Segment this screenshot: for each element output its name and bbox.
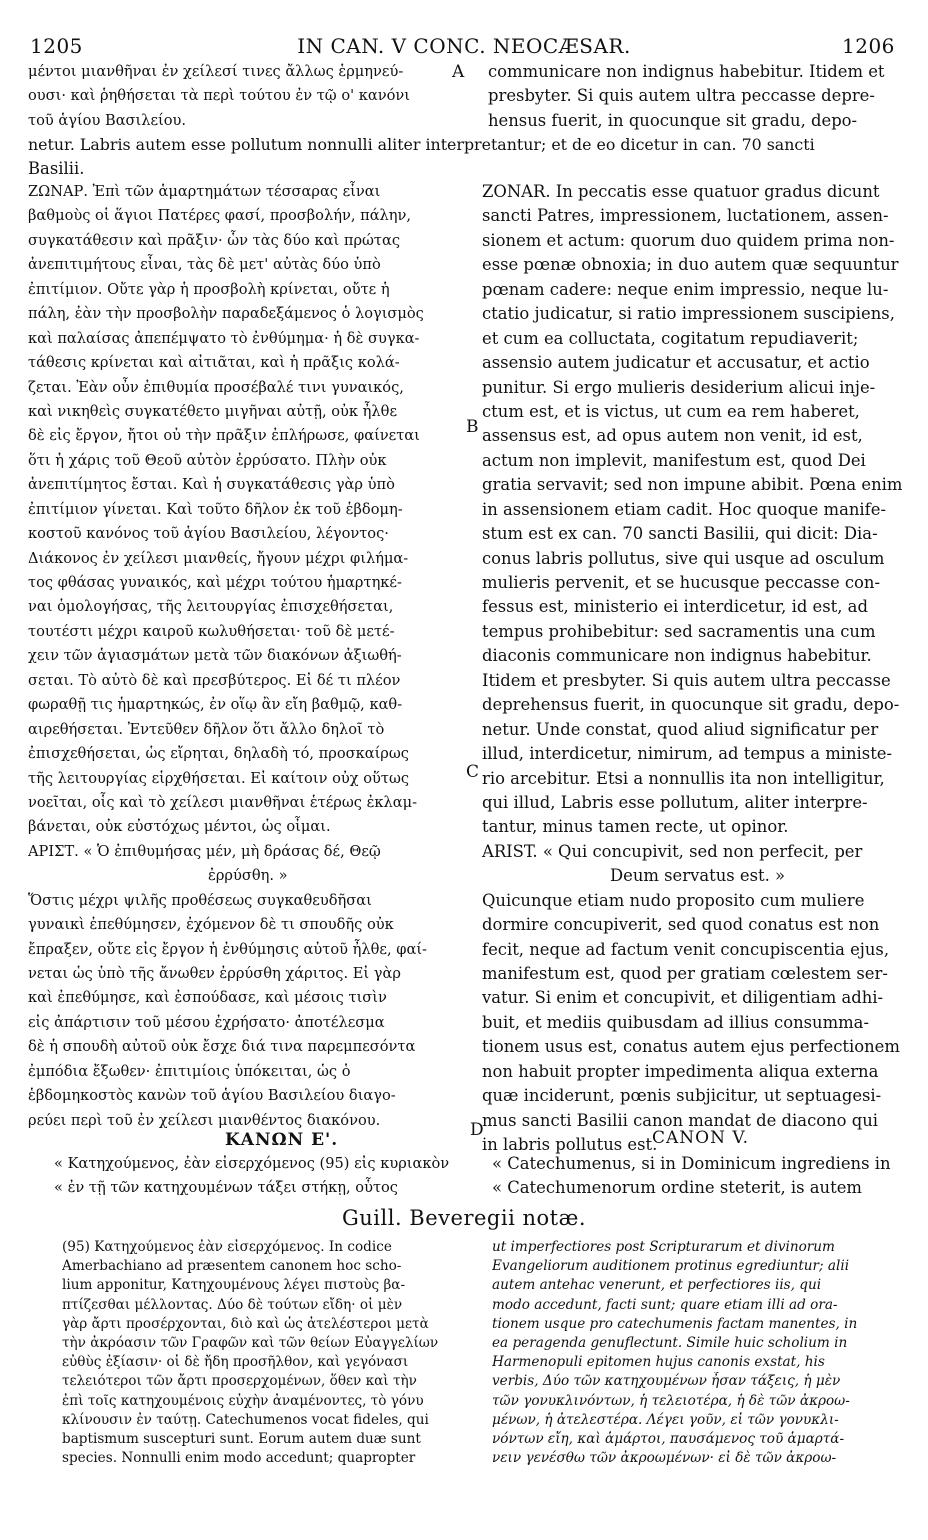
text-line: καὶ παλαίσας ἀπεπέμψατο τὸ ἐνθύμημα· ἡ δὲ συγκα- bbox=[28, 329, 420, 347]
text-line: gratia servavit; sed non impune abibit. Pœna enim bbox=[482, 475, 903, 495]
text-line: manifestum est, quod per gratiam cœlestem ser- bbox=[482, 964, 888, 983]
notes-title: Guill. Beveregii notæ. bbox=[342, 1206, 586, 1230]
text-line: ζεται. Ἐὰν οὖν ἐπιθυμία προσέβαλέ τινι γυναικός, bbox=[28, 378, 404, 396]
text-line: πάλη, ἐὰν τὴν προσβολὴν παραδεξάμενος ὁ λογισμὸς bbox=[28, 305, 424, 323]
text-line: quæ inciderunt, pœnis subjicitur, ut septuagesi- bbox=[482, 1086, 882, 1106]
text-line: τουτέστι μέχρι καιροῦ κωλυθήσεται· τοῦ δὲ μετέ- bbox=[28, 622, 395, 640]
text-line: « Catechumenorum ordine steterit, is autem bbox=[492, 1178, 862, 1198]
text-line: « Κατηχούμενος, ἐὰν εἰσερχόμενος (95) εἰς κυριακὸν bbox=[54, 1155, 450, 1172]
text-line: communicare non indignus habebitur. Itidem et bbox=[488, 62, 885, 81]
text-line: μέντοι μιανθῆναι ἐν χείλεσί τινες ἄλλως ἑρμηνεύ- bbox=[28, 63, 404, 80]
notes-left-column bbox=[62, 1238, 474, 1468]
text-line: dormire concupiverit, sed quod conatus est non bbox=[482, 915, 880, 935]
text-line: τοῦ ἁγίου Βασιλείου. bbox=[28, 111, 187, 129]
text-line: verbis, Δύο τῶν κατηχουμένων ἦσαν τάξεις, ἡ μὲν bbox=[492, 1373, 841, 1390]
running-title: IN CAN. V CONC. NEOCÆSAR. bbox=[297, 34, 631, 58]
text-line: ἑβδομηκοστὸς κανὼν τοῦ ἁγίου Βασιλείου διαγο- bbox=[28, 1087, 396, 1105]
text-line: diaconis communicare non indignus habebitur. bbox=[482, 646, 872, 666]
text-line: Itidem et presbyter. Si quis autem ultra peccasse bbox=[482, 670, 891, 690]
text-line: δὲ ἡ σπουδὴ αὐτοῦ οὐκ ἔσχε διά τινα παρεμπεσόντα bbox=[28, 1038, 416, 1056]
text-line: ουσι· καὶ ῥηθήσεται τὰ περὶ τούτου ἐν τῷ ο' κανόνι bbox=[28, 87, 411, 105]
text-line: σεται. Τὸ αὐτὸ δὲ καὶ πρεσβύτερος. Εἰ δέ τι πλέον bbox=[28, 671, 401, 689]
text-line: ἔπραξεν, οὔτε εἰς ἔργον ἡ ἐνθύμησις αὐτοῦ ἦλθε, φαί- bbox=[28, 940, 427, 958]
text-line: deprehensus fuerit, in quocunque sit gradu, depo- bbox=[482, 695, 900, 715]
text-line: autem antehac venerunt, et perfectiores iis, qui bbox=[492, 1277, 822, 1294]
text-line: tempus prohibebitur: sed sacramentis una cum bbox=[482, 621, 876, 641]
text-line: χειν τῶν ἁγιασμάτων μετὰ τῶν διακόνων ἀξιωθή- bbox=[28, 647, 402, 665]
top-greek-block bbox=[28, 60, 466, 133]
text-line: αιρεθήσεται. Ἐντεῦθεν δῆλον ὅτι ἄλλο δηλοῖ τὸ bbox=[28, 720, 385, 738]
text-line: in assensionem etiam cadit. Hoc quoque manife- bbox=[482, 499, 886, 519]
text-line: Harmenopuli epitomen hujus canonis exstat, his bbox=[492, 1354, 825, 1371]
text-line: ρεύει περὶ τοῦ ἐν χείλεσι μιανθέντος διακόνου. bbox=[28, 1111, 381, 1129]
text-line: ἐπιτίμιον γίνεται. Καὶ τοῦτο δῆλον ἐκ τοῦ ἑβδομη- bbox=[28, 500, 403, 518]
text-line: κοστοῦ κανόνος τοῦ ἁγίου Βασιλείου, λέγοντος· bbox=[28, 525, 389, 543]
text-line: ea peragenda genuflectunt. Simile huic scholium in bbox=[492, 1334, 848, 1351]
canon-heading-greek: ΚΑΝΩΝ Ε'. bbox=[225, 1130, 339, 1150]
text-line: buit, et mediis quibusdam ad illius consumma- bbox=[482, 1012, 869, 1032]
text-line: πτίζεσθαι μέλλοντας. Δύο δὲ τούτων εἴδη· οἱ μὲν bbox=[62, 1296, 403, 1313]
text-line: νειν γενέσθω τῶν ἀκροωμένων· εἰ δὲ τῶν ἀκροω- bbox=[492, 1450, 837, 1467]
text-line: stum est ex can. 70 sancti Basilii, qui dicit: Dia- bbox=[482, 524, 878, 544]
notes-right-column bbox=[492, 1238, 906, 1468]
text-line: in labris pollutus est. bbox=[482, 1135, 658, 1155]
text-line: νεται ὡς ὑπὸ τῆς ἄνωθεν ἐρρύσθη χάριτος. Εἰ γὰρ bbox=[28, 965, 401, 982]
text-line: κλίνουσιν ἐν ταύτῃ. Catechumenos vocat fideles, qui bbox=[62, 1411, 429, 1428]
text-line: « ἐν τῇ τῶν κατηχουμένων τάξει στήκῃ, οὗτος bbox=[54, 1179, 398, 1197]
text-line: Amerbachiano ad præsentem canonem hoc scho- bbox=[62, 1258, 402, 1275]
text-line: εἰς ἀπάρτισιν τοῦ μέσου ἐχρήσατο· ἀποτέλεσμα bbox=[28, 1013, 385, 1031]
text-line: ctum est, et is victus, ut cum ea rem haberet, bbox=[482, 401, 860, 421]
text-line: τελειότεροι τῶν ἄρτι προσερχομένων, ὅθεν καὶ τὴν bbox=[62, 1373, 417, 1390]
margin-marker-d: D bbox=[470, 1120, 484, 1140]
text-line: assensus est, ad opus autem non venit, id est, bbox=[482, 426, 863, 446]
text-line: illud, interdicetur, nimirum, ad tempus a ministe- bbox=[482, 744, 893, 764]
text-line: vatur. Si enim et concupivit, et diligentiam adhi- bbox=[482, 988, 884, 1008]
text-line: sancti Patres, impressionem, luctationem, assen- bbox=[482, 206, 889, 226]
text-line: φωραθῇ τις ἡμαρτηκώς, ἐν οἵῳ ἂν εἴη βαθμῷ, καθ- bbox=[28, 696, 403, 714]
text-line: assensio autem judicatur et accusatur, et actio bbox=[482, 353, 870, 373]
page-number-left: 1205 bbox=[30, 34, 83, 58]
text-line: et cum ea colluctata, cogitatum repudiaverit; bbox=[482, 328, 859, 348]
text-line: Ὅστις μέχρι ψιλῆς προθέσεως συγκαθευδῆσαι bbox=[28, 891, 372, 909]
text-line: τῶν γονυκλινόντων, ἡ τελειοτέρα, ἡ δὲ τῶν ἀκροω- bbox=[492, 1392, 850, 1409]
text-line: netur. Unde constat, quod aliud significatur per bbox=[482, 719, 879, 739]
text-line: Evangeliorum auditionem protinus egrediuntur; alii bbox=[492, 1258, 850, 1275]
text-line: fecit, neque ad factum venit concupiscentia ejus, bbox=[482, 939, 890, 959]
text-line: ut imperfectiores post Scripturarum et divinorum bbox=[492, 1239, 835, 1255]
text-line: tionem usus est, conatus autem ejus perfectionem bbox=[482, 1037, 900, 1057]
margin-marker-a: A bbox=[452, 62, 465, 82]
text-line: punitur. Si ergo mulieris desiderium alicui inje- bbox=[482, 377, 876, 397]
text-line: νόντων εἴη, καὶ ἁμάρτοι, παυσάμενος τοῦ ἁμαρτά- bbox=[492, 1430, 845, 1447]
text-line: mus sancti Basilii canon mandat de diacono qui bbox=[482, 1110, 879, 1130]
text-line: sionem et actum: quorum duo quidem prima non- bbox=[482, 230, 895, 250]
text-line: tionem usque pro catechumenis factam manentes, in bbox=[492, 1315, 858, 1332]
text-line: τάθεσις κρίνεται καὶ αἰτιᾶται, καὶ ἡ πρᾶξις κολά- bbox=[28, 354, 400, 372]
text-line: βάνεται, οὐκ εὐστόχως μέντοι, ὡς οἶμαι. bbox=[28, 818, 331, 836]
text-line: qui illud, Labris esse pollutum, aliter interpre- bbox=[482, 792, 868, 812]
text-line: netur. Labris autem esse pollutum nonnulli aliter interpretantur; et de eo dicetur in can. 70 sancti bbox=[28, 135, 815, 154]
text-line: lium apponitur, Κατηχουμένους λέγει πιστοὺς βα- bbox=[62, 1277, 406, 1294]
text-line: δὲ εἰς ἔργον, ἤτοι οὐ τὴν πρᾶξιν ἐπλήρωσε, φαίνεται bbox=[28, 427, 420, 445]
text-line: γυναικὶ ἐπεθύμησεν, ἐχόμενον δὲ τι σπουδῆς οὐκ bbox=[28, 916, 394, 934]
text-line: καὶ ἐπεθύμησε, καὶ ἐσπούδασε, καὶ μέσοις τισὶν bbox=[28, 989, 387, 1007]
text-line: actum non implevit, manifestum est, quod Dei bbox=[482, 450, 866, 470]
text-line: mulieris pervenit, et se hucusque peccasse con- bbox=[482, 573, 881, 592]
canon-greek-text bbox=[54, 1152, 468, 1201]
text-line: ἐπὶ τοῖς κατηχουμένοις εὐχὴν ἀναμένοντες, τὸ γόνυ bbox=[62, 1392, 424, 1409]
canon-latin-text bbox=[492, 1152, 906, 1201]
text-line: non habuit propter impedimenta aliqua externa bbox=[482, 1061, 879, 1081]
text-line: ἐρρύσθη. » bbox=[208, 867, 288, 885]
text-line: ctatio judicatur, si ratio impressionem suscipiens, bbox=[482, 304, 895, 324]
text-line: rio arcebitur. Etsi a nonnullis ita non intelligitur, bbox=[482, 768, 885, 788]
page-number-right: 1206 bbox=[842, 34, 895, 58]
top-full-width-block bbox=[28, 133, 908, 182]
text-line: ZONAR. In peccatis esse quatuor gradus dicunt bbox=[482, 182, 880, 201]
text-line: tantur, minus tamen recte, ut opinor. bbox=[482, 817, 789, 837]
margin-marker-b: B bbox=[466, 417, 479, 437]
top-latin-block bbox=[488, 60, 906, 133]
text-line: pœnam cadere: neque enim impressio, neque lu- bbox=[482, 279, 889, 299]
text-line: conus labris pollutus, sive qui usque ad osculum bbox=[482, 548, 885, 568]
text-line: (95) Κατηχούμενος ἐὰν εἰσερχόμενος. In codice bbox=[62, 1239, 392, 1255]
text-line: Deum servatus est. » bbox=[610, 866, 786, 886]
text-line: Διάκονος ἐν χείλεσι μιανθείς, ἤγουν μέχρι φιλήμα- bbox=[28, 549, 409, 567]
text-line: καὶ νικηθεὶς συγκατέθετο μιγῆναι αὐτῇ, οὐκ ἦλθε bbox=[28, 402, 398, 420]
greek-column bbox=[28, 180, 464, 1133]
text-line: Basilii. bbox=[28, 159, 85, 179]
margin-marker-c: C bbox=[466, 762, 480, 782]
text-line: presbyter. Si quis autem ultra peccasse depre- bbox=[488, 86, 875, 106]
text-line: ὅτι ἡ χάρις τοῦ Θεοῦ αὐτὸν ἐρρύσατο. Πλὴν οὐκ bbox=[28, 451, 387, 469]
text-line: ARIST. « Qui concupivit, sed non perfecit, per bbox=[482, 841, 863, 861]
text-line: βαθμοὺς οἱ ἅγιοι Πατέρες φασί, προσβολήν, πάλην, bbox=[28, 207, 412, 225]
text-line: ἀνεπιτιμήτους εἶναι, τὰς δὲ μετ' αὐτὰς δύο ὑπὸ bbox=[28, 256, 381, 274]
text-line: τῆς λειτουργίας εἱρχθήσεται. Εἰ καίτοιν οὐχ οὕτως bbox=[28, 769, 410, 787]
text-line: hensus fuerit, in quocunque sit gradu, depo- bbox=[488, 110, 858, 130]
text-line: ἐπιτίμιον. Οὔτε γὰρ ἡ προσβολὴ κρίνεται, οὔτε ἡ bbox=[28, 280, 390, 298]
text-line: εὐθὺς ἐξίασιν· οἱ δὲ ἤδη προσῆλθον, καὶ γεγόνασι bbox=[62, 1354, 409, 1371]
latin-column bbox=[482, 180, 904, 1158]
text-line: baptismum suscepturi sunt. Eorum autem duæ sunt bbox=[62, 1430, 421, 1447]
text-line: μένων, ἡ ἀτελεστέρα. Λέγει γοῦν, εἰ τῶν γονυκλι- bbox=[492, 1411, 839, 1428]
text-line: τος φθάσας γυναικός, καὶ μέχρι τούτου ἡμαρτηκέ- bbox=[28, 574, 402, 591]
text-line: γὰρ ἄρτι προσέρχονται, διὸ καὶ ὡς ἀτελέστεροι μετὰ bbox=[62, 1315, 429, 1332]
text-line: ΖΩΝΑΡ. Ἐπὶ τῶν ἁμαρτημάτων τέσσαρας εἶναι bbox=[28, 183, 381, 200]
text-line: modo accedunt, facti sunt; quare etiam illi ad ora- bbox=[492, 1296, 838, 1313]
text-line: « Catechumenus, si in Dominicum ingrediens in bbox=[492, 1154, 891, 1173]
text-line: τὴν ἀκρόασιν τῶν Γραφῶν καὶ τῶν θείων Εὐαγγελίων bbox=[62, 1334, 439, 1351]
text-line: συγκατάθεσιν καὶ πρᾶξιν· ὧν τὰς δύο καὶ πρώτας bbox=[28, 231, 401, 249]
text-line: ἐπισχεθήσεται, ὡς εἴρηται, δηλαδὴ τό, προσκαίρως bbox=[28, 745, 409, 763]
text-line: ἀνεπιτίμητος ἔσται. Καὶ ἡ συγκατάθεσις γὰρ ὑπὸ bbox=[28, 476, 395, 494]
canon-heading-latin: CANON V. bbox=[652, 1128, 750, 1148]
text-line: Quicunque etiam nudo proposito cum muliere bbox=[482, 890, 865, 910]
text-line: νοεῖται, οἷς καὶ τὸ χείλεσι μιανθῆναι ἑτέρως ἐκλαμ- bbox=[28, 793, 418, 811]
text-line: esse pœnæ obnoxia; in duo autem quæ sequuntur bbox=[482, 255, 899, 275]
text-line: ναι ὁμολογήσας, τῆς λειτουργίας ἐπισχεθήσεται, bbox=[28, 598, 394, 616]
text-line: fessus est, ministerio ei interdicetur, id est, ad bbox=[482, 597, 868, 617]
text-line: ΑΡΙΣΤ. « Ὁ ἐπιθυμήσας μέν, μὴ δράσας δέ, Θεῷ bbox=[28, 842, 381, 860]
text-line: ἐμπόδια ἔξωθεν· ἐπιτιμίοις ὑπόκειται, ὡς ὁ bbox=[28, 1062, 351, 1080]
text-line: species. Nonnulli enim modo accedunt; quapropter bbox=[62, 1450, 416, 1467]
